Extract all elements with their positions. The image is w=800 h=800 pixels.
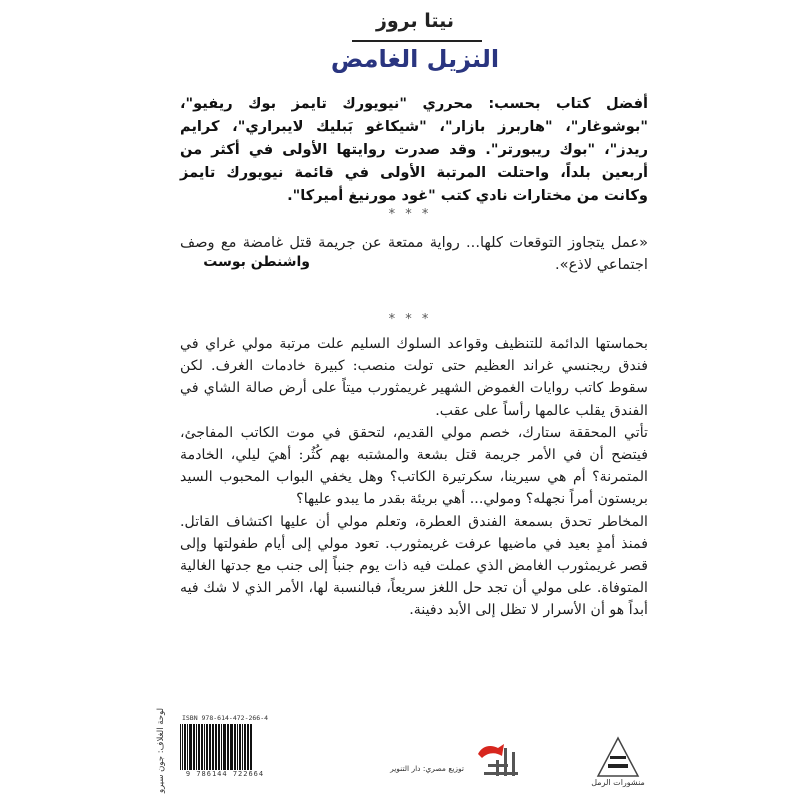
barcode-bar	[196, 724, 197, 770]
barcode-bar	[234, 724, 236, 770]
review-source: واشنطن بوست	[203, 254, 310, 270]
barcode-bar	[201, 724, 203, 770]
barcode-number: 9 786144 722664	[185, 770, 265, 778]
section-separator: * * *	[388, 312, 432, 327]
barcode-bar	[218, 724, 220, 770]
synopsis-paragraph: المخاطر تحدق بسمعة الفندق العطرة، وتعلم مولي أن عليها اكتشاف القاتل. فمنذ أمدٍ بعيد في ماضيها عرفت غريمثورب. تعود مولي إلى أيام طفولتها وإلى قصر غريمثورب الغامض الذي عملت فيه ذات يوم جنباً إلى جنب مع جدتها الغالية المتوفاة. على مولي أن تجد حل اللغز سريعاً، فبالنسبة لها، الأمر الذي لا شك فيه أبداً هو أن الأسرار لا تظل إلى الأبد دفينة.	[180, 513, 648, 619]
barcode-bar	[209, 724, 211, 770]
barcode-bars	[180, 724, 270, 770]
book-title: النزيل الغامض	[330, 45, 500, 73]
barcode-bar	[212, 724, 214, 770]
barcode-bar	[189, 724, 192, 770]
synopsis-paragraph: بحماستها الدائمة للتنظيف وقواعد السلوك السليم علت مرتبة مولي غراي في فندق ريجنسي غراند العظيم حتى تولت منصب: كبيرة خادمات الغرف. لكن سقوط كاتب روايات الغموض الشهير غريمثورب ميتاً على أرض صالة الشاي في الفندق يقلب عالمها رأساً على عقب.	[180, 336, 648, 419]
barcode-bar	[244, 724, 246, 770]
barcode-bar	[187, 724, 188, 770]
barcode-bar	[204, 724, 205, 770]
barcode-bar	[239, 724, 241, 770]
barcode-bar	[230, 724, 233, 770]
barcode-bar	[227, 724, 229, 770]
barcode-bar	[237, 724, 238, 770]
blurb-text: أفضل كتاب بحسب: محرري "نيويورك تايمز بوك ريفيو"، "بوشوغار"، "هاربرز بازار"، "شيكاغو بَبليك لايبراري"، كرايم ريدز"، "بوك ريبورتر". وقد صدرت روايتها الأولى في أكثر من أربعين بلداً، واحتلت المرتبة الأولى في قائمة نيويورك تايمز وكانت من مختارات نادي كتب "غود مورنيغ أميركا".	[180, 95, 648, 204]
title-divider	[352, 40, 482, 42]
raml-logo	[596, 736, 640, 778]
distributor-credit: توزيع مصري: دار التنوير	[390, 764, 464, 773]
barcode-bar	[223, 724, 226, 770]
barcode-bar	[221, 724, 222, 770]
barcode-bar	[180, 724, 181, 770]
barcode-bar	[215, 724, 217, 770]
publisher-name: منشورات الرمل	[591, 778, 645, 787]
section-separator: * * *	[388, 207, 432, 222]
synopsis	[180, 333, 648, 622]
author-name: نيتا بروز	[375, 10, 455, 32]
barcode-bar	[206, 724, 208, 770]
barcode-bar	[250, 724, 252, 770]
barcode-bar	[184, 724, 186, 770]
barcode-bar	[242, 724, 243, 770]
isbn-barcode	[176, 714, 274, 782]
isbn-text: ISBN 978-614-472-266-4	[181, 714, 269, 722]
barcode-bar	[193, 724, 195, 770]
barcode-bar	[198, 724, 200, 770]
tanweer-logo	[468, 740, 524, 780]
review-quote: «عمل يتجاوز التوقعات كلها... رواية ممتعة عن جريمة قتل غامضة مع وصف اجتماعي لاذع».	[180, 234, 648, 273]
synopsis-paragraph: تأتي المحققة ستارك، خصم مولي القديم، لتحقق في موت الكاتب المفاجئ، فيتضح أن في الأمر جريمة قتل بشعة والمشتبه بهم كُثُر: أهيَ ليلي، الخادمة المتمرنة؟ أم هي سيرينا، سكرتيرة الكاتب؟ وهل يخفي البواب المحبوب السيد بريستون أمراً نجهله؟ ومولي... أهي بريئة بقدر ما يبدو عليها؟	[180, 424, 648, 508]
barcode-bar	[247, 724, 249, 770]
barcode-bar	[182, 724, 183, 770]
cover-art-credit: لوحة الغلاف: جون سيرو	[156, 708, 166, 794]
tanweer-flag-icon	[478, 744, 504, 758]
